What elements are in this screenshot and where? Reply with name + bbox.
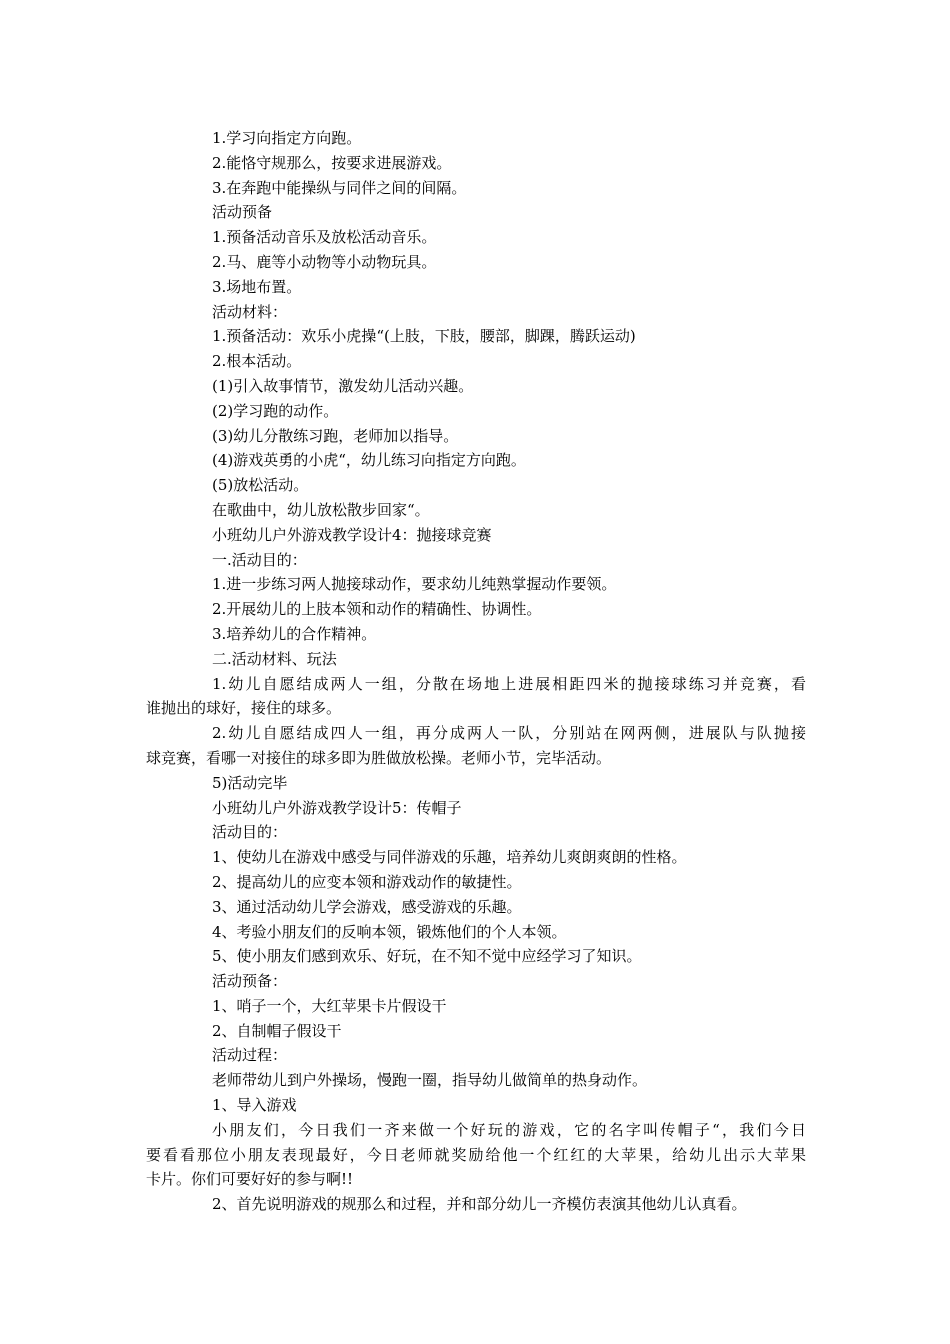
text-line: 1.预备活动音乐及放松活动音乐。 [212, 228, 437, 247]
text-line: 2.能恪守规那么，按要求进展游戏。 [212, 153, 452, 172]
text-line: 2.开展幼儿的上肢本领和动作的精确性、协调性。 [212, 600, 542, 619]
paragraph-line: 要看看那位小朋友表现最好，今日老师就奖励给他一个红红的大苹果，给幼儿出示大苹果 [146, 1145, 806, 1164]
text-line: 2.马、鹿等小动物等小动物玩具。 [212, 252, 437, 271]
section-heading: 二.活动材料、玩法 [212, 649, 337, 668]
section-heading: 活动预备 [212, 203, 273, 222]
section-heading: 活动目的： [212, 823, 288, 842]
section-title: 小班幼儿户外游戏教学设计4：抛接球竞赛 [212, 525, 492, 544]
section-heading: 活动材料： [212, 302, 288, 321]
text-line: 3.场地布置。 [212, 277, 302, 296]
text-line: 1、导入游戏 [212, 1096, 297, 1115]
text-line: 1.预备活动：欢乐小虎操“(上肢，下肢，腰部，脚踝，腾跃运动) [212, 327, 636, 346]
text-line: 3、通过活动幼儿学会游戏，感受游戏的乐趣。 [212, 897, 522, 916]
text-line: 1、哨子一个，大红苹果卡片假设干 [212, 996, 447, 1015]
paragraph-line: 球竞赛，看哪一对接住的球多即为胜做放松操。老师小节，完毕活动。 [146, 748, 612, 767]
paragraph-line: 谁抛出的球好，接住的球多。 [146, 699, 342, 718]
text-line: 1、使幼儿在游戏中感受与同伴游戏的乐趣，培养幼儿爽朗爽朗的性格。 [212, 848, 687, 867]
text-line: 2、首先说明游戏的规那么和过程，并和部分幼儿一齐模仿表演其他幼儿认真看。 [212, 1195, 747, 1214]
text-line: 3.在奔跑中能操纵与同伴之间的间隔。 [212, 178, 467, 197]
text-line: (4)游戏英勇的小虎“，幼儿练习向指定方向跑。 [212, 451, 526, 470]
text-line: 2、提高幼儿的应变本领和游戏动作的敏捷性。 [212, 872, 522, 891]
text-line: 2.根本活动。 [212, 352, 302, 371]
text-line: (5)放松活动。 [212, 476, 309, 495]
text-line: 4、考验小朋友们的反响本领，锻炼他们的个人本领。 [212, 922, 567, 941]
paragraph-line: 卡片。你们可要好好的参与啊!! [146, 1170, 354, 1189]
section-title: 小班幼儿户外游戏教学设计5：传帽子 [212, 798, 462, 817]
text-line: (2)学习跑的动作。 [212, 401, 339, 420]
text-line: 3.培养幼儿的合作精神。 [212, 624, 377, 643]
paragraph-line: 1.幼儿自愿结成两人一组，分散在场地上进展相距四米的抛接球练习并竞赛，看 [212, 674, 806, 693]
text-line: 5、使小朋友们感到欢乐、好玩，在不知不觉中应经学习了知识。 [212, 947, 642, 966]
section-heading: 一.活动目的： [212, 550, 307, 569]
text-line: 老师带幼儿到户外操场，慢跑一圈，指导幼儿做简单的热身动作。 [212, 1071, 648, 1090]
text-line: (1)引入故事情节，激发幼儿活动兴趣。 [212, 376, 474, 395]
section-heading: 活动预备： [212, 972, 288, 991]
section-heading: 活动过程： [212, 1046, 288, 1065]
text-line: 1.学习向指定方向跑。 [212, 129, 362, 147]
paragraph-line: 2.幼儿自愿结成四人一组，再分成两人一队，分别站在网两侧，进展队与队抛接 [212, 724, 806, 743]
text-line: 在歌曲中，幼儿放松散步回家“。 [212, 500, 430, 519]
text-line: (3)幼儿分散练习跑，老师加以指导。 [212, 426, 459, 445]
document-page [146, 126, 806, 1217]
text-line: 5)活动完毕 [212, 773, 288, 792]
paragraph-line: 小朋友们，今日我们一齐来做一个好玩的游戏，它的名字叫传帽子“，我们今日 [212, 1120, 806, 1139]
text-line: 2、自制帽子假设干 [212, 1021, 342, 1040]
text-line: 1.进一步练习两人抛接球动作，要求幼儿纯熟掌握动作要领。 [212, 575, 617, 594]
